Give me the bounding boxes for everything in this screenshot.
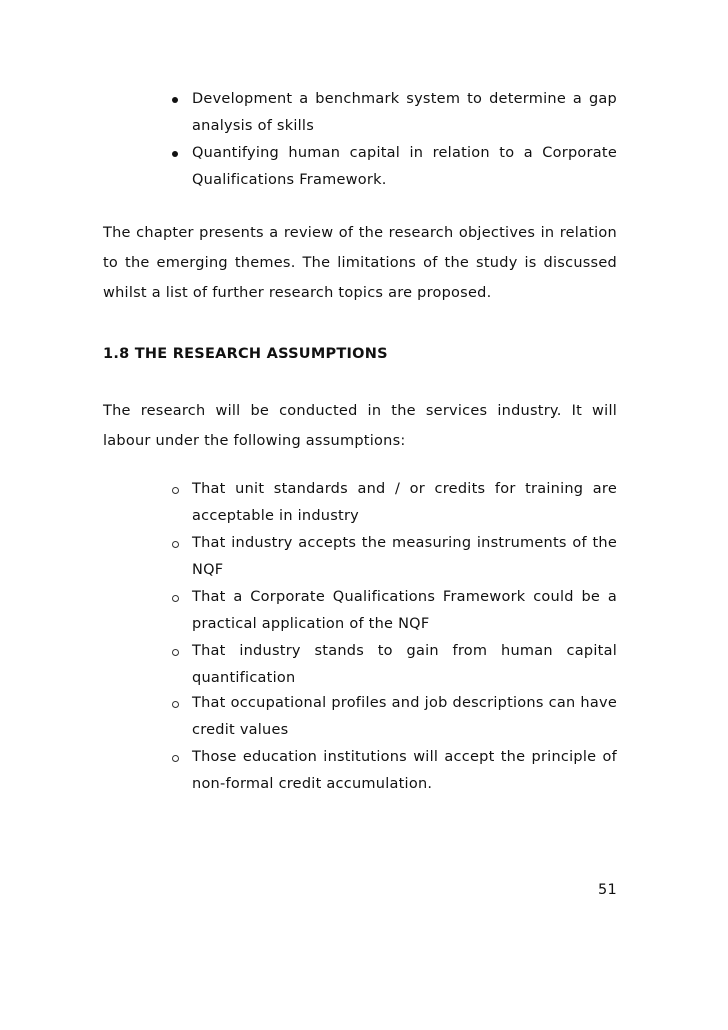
bullet-line: analysis of skills — [192, 118, 314, 134]
assumption-line: That occupational profiles and job descriptions can have — [192, 695, 617, 711]
section-heading: 1.8 THE RESEARCH ASSUMPTIONS — [103, 346, 388, 362]
bullet-line: Quantifying human capital in relation to a Corporate — [192, 145, 617, 161]
assumption-line: acceptable in industry — [192, 508, 360, 524]
assumption-line: non-formal credit accumulation. — [192, 776, 433, 792]
assumptions-paragraph — [103, 396, 617, 456]
assumption-item — [192, 690, 617, 744]
assumption-line: That industry stands to gain from human capital — [192, 643, 617, 659]
assumption-line: credit values — [192, 722, 289, 738]
paragraph-line: whilst a list of further research topics are proposed. — [103, 285, 492, 301]
assumption-line: quantification — [192, 670, 296, 686]
assumption-item — [192, 744, 617, 798]
bullet-item — [192, 140, 617, 194]
bullet-item — [192, 86, 617, 140]
assumption-item — [192, 530, 617, 584]
page-number: 51 — [598, 882, 617, 898]
bullet-line: Development a benchmark system to determine a gap — [192, 91, 617, 107]
assumption-line: That industry accepts the measuring instruments of the — [192, 535, 617, 551]
assumption-item — [192, 476, 617, 530]
assumption-line: That unit standards and / or credits for training are — [192, 481, 617, 497]
assumption-line: Those education institutions will accept the principle of — [192, 749, 617, 765]
bullet-line: Qualifications Framework. — [192, 172, 387, 188]
assumption-item — [192, 638, 617, 692]
paragraph-line: The chapter presents a review of the research objectives in relation — [103, 225, 617, 241]
assumption-line: That a Corporate Qualifications Framework could be a — [192, 589, 617, 605]
assumption-line: NQF — [192, 562, 224, 578]
assumption-item — [192, 584, 617, 638]
paragraph-line: The research will be conducted in the services industry. It will — [103, 403, 617, 419]
assumption-line: practical application of the NQF — [192, 616, 430, 632]
intro-paragraph — [103, 218, 617, 308]
paragraph-line: to the emerging themes. The limitations of the study is discussed — [103, 255, 617, 271]
paragraph-line: labour under the following assumptions: — [103, 433, 406, 449]
